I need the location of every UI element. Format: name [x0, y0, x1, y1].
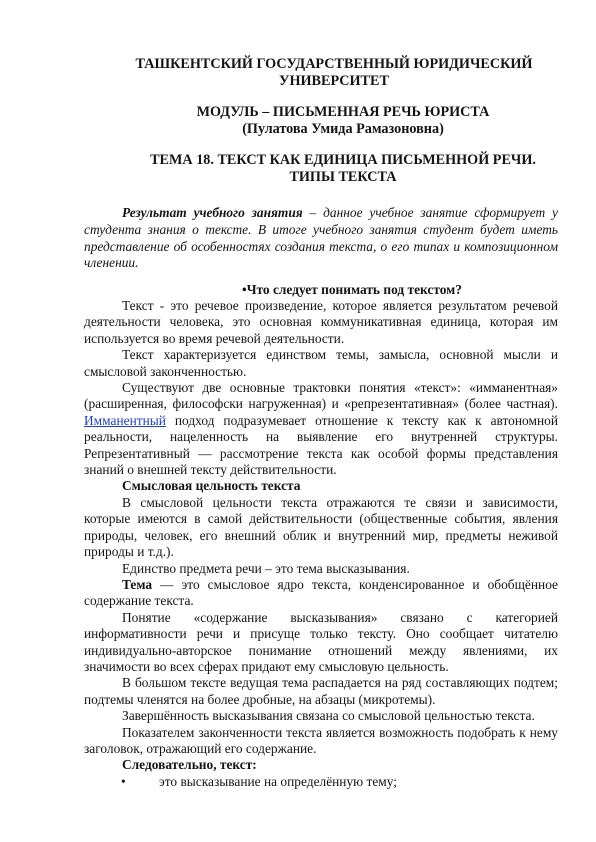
question-heading: [0, 282, 596, 298]
paragraph: В большом тексте ведущая тема распадается на ряд составляющих подтем; подтемы членятся на более дробные, на абзацы (микротемы).: [84, 675, 558, 707]
paragraph-text: Существуют две основные трактовки понятия «текст»: «имманентная» (расширенная, философски нагруженная) и «репрезентативная» (более частная).: [84, 380, 558, 412]
university-title-line1: ТАШКЕНТСКИЙ ГОСУДАРСТВЕННЫЙ ЮРИДИЧЕСКИЙ: [135, 56, 533, 72]
conclusion-heading: [84, 757, 558, 773]
module-line: МОДУЛЬ – ПИСЬМЕННАЯ РЕЧЬ ЮРИСТА: [196, 104, 490, 120]
paragraph: [84, 380, 558, 478]
paragraph-text: — это смысловое ядро текста, конденсированное и обобщённое содержание текста.: [84, 576, 558, 609]
paragraph: Понятие «содержание высказывания» связано с категорией информативности речи и присуще только тексту. Оно сообщает читателю индивидуально-авторское понимание отношений между явлениями, их значимости во всех сферах придают ему смысловую цельность.: [84, 609, 558, 674]
term-theme: Тема: [122, 576, 153, 592]
intro-paragraph: [84, 205, 558, 272]
sub-heading-text: Смысловая цельность текста: [122, 478, 301, 494]
list-item-text: это высказывание на определённую тему;: [159, 773, 398, 789]
paragraph: Текст характеризуется единством темы, замысла, основной мысли и смысловой законченностью.: [84, 347, 558, 379]
question-text: Что следует понимать под текстом?: [246, 282, 462, 297]
sub-heading: [84, 478, 558, 494]
bullet-icon: •: [121, 773, 126, 789]
paragraph: Единство предмета речи – это тема высказывания.: [122, 560, 410, 576]
paragraph: Показателем законченности текста является возможность подобрать к нему заголовок, отражающий его содержание.: [84, 724, 558, 756]
body-text: [84, 298, 558, 790]
paragraph: Текст - это речевое произведение, которое является результатом речевой деятельности человека, это основная коммуникативная единица, которая им используется во время речевой деятельности.: [84, 298, 558, 346]
topic-line2: ТИПЫ ТЕКСТА: [289, 169, 397, 185]
paragraph: [84, 577, 558, 610]
intro-text: – данное учебное занятие сформирует у студента знания о тексте. В итоге учебного занятия студент будет иметь представление об особенностях создания текста, о его типах и композиционном членении.: [84, 205, 559, 271]
paragraph-text: подход подразумевает отношение к тексту как к автономной реальности, нацеленность на выявление его внутренней структуры. Репрезентативный — рассмотрение текста как особой формы представления знаний о внешней тексту действительности.: [84, 412, 558, 478]
intro-label: Результат учебного занятия: [122, 205, 303, 220]
author-line: (Пулатова Умида Рамазоновна): [242, 121, 444, 137]
conclusion-text: Следовательно, текст:: [122, 757, 257, 773]
immanent-link[interactable]: Имманентный: [84, 412, 166, 428]
topic-line1: ТЕМА 18. ТЕКСТ КАК ЕДИНИЦА ПИСЬМЕННОЙ РЕЧИ.: [150, 152, 536, 168]
bullet-icon: •: [242, 282, 247, 297]
university-title-line2: УНИВЕРСИТЕТ: [279, 73, 389, 89]
university-title: [0, 56, 596, 90]
topic-title: [0, 152, 596, 186]
module-title: [0, 104, 596, 138]
list-item: [84, 774, 558, 790]
paragraph: В смысловой цельности текста отражаются те связи и зависимости, которые имеются в самой действительности (общественные события, явления природы, человек, его внешний облик и внутренний мир, предметы неживой природы и т.д.).: [84, 494, 558, 560]
paragraph: Завершённость высказывания связана со смысловой цельностью текста.: [122, 708, 535, 724]
